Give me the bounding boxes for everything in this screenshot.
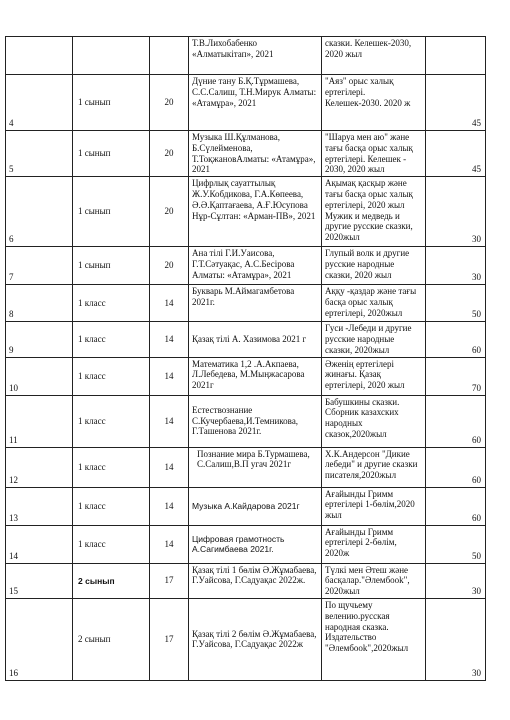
student-count-cell: 14 [150,487,189,525]
student-count-cell: 14 [150,525,189,563]
quantity-cell: 60 [426,447,486,487]
quantity-cell: 30 [426,177,486,247]
quantity-cell: 60 [426,395,486,447]
student-count-cell: 20 [150,177,189,247]
table-row [6,525,486,563]
fairy-tale-cell: Ақымақ қасқыр және тағы басқа орыс халық ертегілері, 2020 жыл Мужик и медведь и другие русские сказки, 2020жыл [322,177,426,247]
grade-cell [73,37,150,75]
textbook-cell: Т.В.Лихобабенко «Алматыкітап», 2021 [189,37,322,75]
textbook-cell: Букварь М.Аймагамбетова 2021г. [189,285,322,322]
quantity-cell: 30 [426,598,486,680]
textbook-table [5,36,486,681]
quantity-cell: 70 [426,357,486,395]
quantity-cell: 45 [426,75,486,131]
fairy-tale-cell: "Аяз" орыс халық ертегілері. Келешек-2030. 2020 ж [322,75,426,131]
textbook-cell: Цифровая грамотность А.Сагимбаева 2021г. [189,525,322,563]
table-row [6,177,486,247]
student-count-cell: 20 [150,247,189,285]
textbook-cell: Қазақ тілі 1 бөлім Ә.Жұмабаева, Г.Уайсова, Г.Садуақас 2022ж. [189,563,322,598]
fairy-tale-cell: По щучьему велению.русская народная сказка. Издательство "Әлембook",2020жыл [322,598,426,680]
fairy-tale-cell: сказки. Келешек-2030, 2020 жыл [322,37,426,75]
fairy-tale-cell: Бабушкины сказки. Сборник казахских народных сказок,2020жыл [322,395,426,447]
table-row [6,37,486,75]
textbook-cell: Дүние тану Б.Қ.Тұрмашева, С.С.Салиш, Т.Н.Мирук Алматы: «Атамұра», 2021 [189,75,322,131]
table-row [6,357,486,395]
row-number [6,37,73,75]
fairy-tale-cell: Түлкі мен Әтеш және басқалар."Әлембook", 2020жыл [322,563,426,598]
fairy-tale-cell: Глупый волк и другие русские народные сказки, 2020 жыл [322,247,426,285]
quantity-cell: 60 [426,322,486,357]
table-row [6,285,486,322]
fairy-tale-cell: "Шаруа мен аю" және тағы басқа орыс халық ертегілері. Келешек - 2030, 2020 жыл [322,131,426,177]
table-row [6,598,486,680]
table-row [6,447,486,487]
table-row [6,75,486,131]
student-count-cell [150,37,189,75]
student-count-cell: 14 [150,322,189,357]
textbook-cell: Музыка Ш.Құлманова, Б.Сүлейменова, Т.ТоқжановАлматы: «Атамұра», 2021 [189,131,322,177]
table-row [6,487,486,525]
grade-cell: 1 класс [73,447,150,487]
student-count-cell: 17 [150,598,189,680]
row-number: 13 [6,487,73,525]
row-number: 11 [6,395,73,447]
textbook-cell: Цифрлық сауаттылық Ж.У.Кобдикова, Г.А.Көпеева, Ә.Ә.Қаптағаева, А.Ғ.Юсупова Нұр-Сұлтан: «Арман-ПВ», 2021 [189,177,322,247]
row-number: 9 [6,322,73,357]
textbook-cell: Қазақ тілі 2 бөлім Ә.Жұмабаева, Г.Уайсова, Г.Садуақас 2022ж [189,598,322,680]
textbook-cell: Музыка А.Кайдарова 2021г [189,487,322,525]
student-count-cell: 14 [150,357,189,395]
quantity-cell: 30 [426,247,486,285]
table-row [6,131,486,177]
textbook-cell: Математика 1,2 .А.Акпаева, Л.Лебедева, М.Мыңжасарова 2021г [189,357,322,395]
quantity-cell: 30 [426,563,486,598]
table-row [6,395,486,447]
quantity-cell: 50 [426,285,486,322]
fairy-tale-cell: Аққу -қаздар және тағы басқа орыс халық ертегілері, 2020жыл [322,285,426,322]
grade-cell: 1 класс [73,322,150,357]
grade-cell: 1 класс [73,487,150,525]
row-number: 8 [6,285,73,322]
quantity-cell: 45 [426,131,486,177]
fairy-tale-cell: Ағайынды Гримм ертегілері 2-бөлім, 2020ж [322,525,426,563]
table-row [6,563,486,598]
textbook-cell: Ана тілі Г.И.Уаисова, Г.Т.Сәтуақас, А.С.Бесірова Алматы: «Атамұра», 2021 [189,247,322,285]
row-number: 14 [6,525,73,563]
row-number: 15 [6,563,73,598]
student-count-cell: 14 [150,285,189,322]
grade-cell: 1 класс [73,525,150,563]
grade-cell: 1 класс [73,395,150,447]
row-number: 7 [6,247,73,285]
table-row [6,322,486,357]
grade-cell: 1 класс [73,357,150,395]
grade-cell: 1 сынып [73,247,150,285]
grade-cell: 1 сынып [73,131,150,177]
student-count-cell: 14 [150,447,189,487]
grade-cell: 2 сынып [73,563,150,598]
student-count-cell: 17 [150,563,189,598]
row-number: 10 [6,357,73,395]
row-number: 16 [6,598,73,680]
grade-cell: 1 сынып [73,75,150,131]
row-number: 5 [6,131,73,177]
fairy-tale-cell: Гуси -Лебеди и другие русские народные сказки, 2020жыл [322,322,426,357]
quantity-cell [426,37,486,75]
textbook-cell: Познание мира Б.Турмашева, С.Салиш,В.П угач 2021г [189,447,322,487]
grade-cell: 1 класс [73,285,150,322]
row-number: 12 [6,447,73,487]
fairy-tale-cell: Х.К.Андерсон "Дикие лебеди" и другие сказки писателя,2020жыл [322,447,426,487]
quantity-cell: 50 [426,525,486,563]
student-count-cell: 20 [150,75,189,131]
row-number: 4 [6,75,73,131]
textbook-cell: Естествознание С.Кучербаева,И.Темникова, Г.Ташенова 2021г. [189,395,322,447]
fairy-tale-cell: Ағайынды Гримм ертегілері 1-бөлім,2020 жыл [322,487,426,525]
student-count-cell: 14 [150,395,189,447]
grade-cell: 2 сынып [73,598,150,680]
row-number: 6 [6,177,73,247]
table-row [6,247,486,285]
quantity-cell: 60 [426,487,486,525]
textbook-cell: Қазақ тілі А. Хазимова 2021 г [189,322,322,357]
grade-cell: 1 сынып [73,177,150,247]
student-count-cell: 20 [150,131,189,177]
fairy-tale-cell: Әженің ертегілері жинағы. Қазақ ертегілері, 2020 жыл [322,357,426,395]
